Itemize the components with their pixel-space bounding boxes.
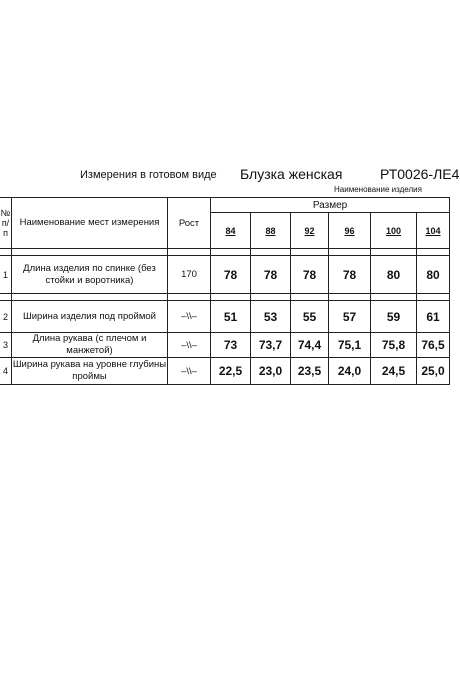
measurements-table [0,197,450,385]
table-row [0,333,450,358]
size-84: 84 [211,213,251,249]
row-value: 73,7 [251,333,291,358]
row-value: 73 [211,333,251,358]
row-num: 2 [0,301,12,333]
col-header-num: № п/п [0,198,12,249]
row-value: 61 [417,301,450,333]
row-value: 74,4 [291,333,329,358]
spacer-row [0,294,450,301]
row-value: 23,0 [251,358,291,385]
row-value: 80 [371,256,417,294]
col-header-size: Размер [211,198,450,213]
row-name: Длина изделия по спинке (без стойки и воротника) [12,256,168,294]
table-row [0,301,450,333]
row-value: 24,0 [329,358,371,385]
row-value: 78 [329,256,371,294]
row-value: 75,1 [329,333,371,358]
row-rost: 170 [168,256,211,294]
product-name-caption: Наименование изделия [334,185,422,194]
row-value: 78 [251,256,291,294]
product-code: РТ0026-ЛЕ4 [380,166,460,182]
size-92: 92 [291,213,329,249]
row-value: 23,5 [291,358,329,385]
row-name: Ширина рукава на уровне глубины проймы [12,358,168,385]
row-num: 3 [0,333,12,358]
size-100: 100 [371,213,417,249]
size-88: 88 [251,213,291,249]
row-value: 78 [211,256,251,294]
product-name: Блузка женская [240,166,343,182]
col-header-rost: Рост [168,198,211,249]
row-rost: –\\– [168,333,211,358]
size-96: 96 [329,213,371,249]
row-value: 55 [291,301,329,333]
row-value: 53 [251,301,291,333]
table-header-row [0,198,450,213]
row-rost: –\\– [168,301,211,333]
row-value: 80 [417,256,450,294]
row-value: 25,0 [417,358,450,385]
table-row [0,358,450,385]
row-num: 1 [0,256,12,294]
row-name: Ширина изделия под проймой [12,301,168,333]
size-104: 104 [417,213,450,249]
row-value: 57 [329,301,371,333]
row-value: 22,5 [211,358,251,385]
row-value: 76,5 [417,333,450,358]
row-value: 59 [371,301,417,333]
row-name: Длина рукава (с плечом и манжетой) [12,333,168,358]
measurements-title: Измерения в готовом виде [80,169,217,181]
row-rost: –\\– [168,358,211,385]
row-num: 4 [0,358,12,385]
row-value: 51 [211,301,251,333]
row-value: 24,5 [371,358,417,385]
row-value: 78 [291,256,329,294]
row-value: 75,8 [371,333,417,358]
col-header-name: Наименование мест измерения [12,198,168,249]
table-row [0,256,450,294]
spacer-row [0,249,450,256]
